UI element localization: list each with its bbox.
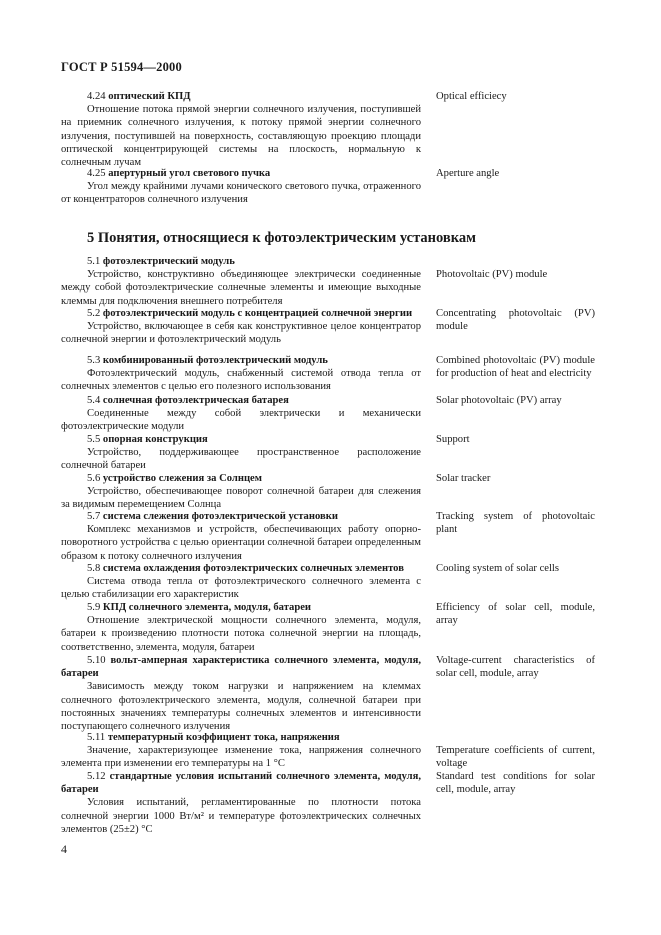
entry-term: фотоэлектрический модуль с концентрацией солнечной энергии (102, 308, 413, 319)
entry-5-10-en: Voltage-current characteristics of solar cell, module, array (436, 655, 595, 680)
entry-5-5 (61, 433, 421, 473)
entry-5-11 (61, 731, 421, 771)
entry-term: вольт-амперная характеристика солнечного элемента, модуля, батареи (61, 655, 421, 680)
entry-5-2 (61, 307, 421, 347)
entry-5-7 (61, 510, 421, 563)
entry-5-10 (61, 654, 421, 733)
entry-5-2-en: Concentrating photovoltaic (PV) module (436, 308, 595, 333)
entry-definition: Отношение потока прямой энергии солнечного излучения, поступившей на приемник солнечного излучения, к потоку прямой энергии солнечного излучения, поступившей на поверхность, составляющую проекцию площади оптической концентрирующей системы на плоскость, нормальную к солнечным лучам (61, 104, 421, 169)
entry-number: 5.6 (87, 473, 101, 484)
entry-5-3-en: Combined photovoltaic (PV) module for production of heat and electricity (436, 355, 595, 380)
entry-number: 5.9 (87, 602, 101, 613)
entry-5-9-en: Efficiency of solar cell, module, array (436, 602, 595, 627)
page-number: 4 (61, 842, 67, 856)
entry-number: 5.12 (87, 771, 106, 782)
entry-term: система охлаждения фотоэлектрических солнечных элементов (102, 563, 404, 574)
entry-definition: Фотоэлектрический модуль, снабженный системой отвода тепла от солнечных элементов с целью его полезного использования (61, 368, 421, 393)
entry-5-5-en: Support (436, 434, 470, 445)
entry-definition: Соединенные между собой электрически и механически фотоэлектрические модули (61, 408, 421, 433)
entry-5-8-en: Cooling system of solar cells (436, 563, 559, 574)
entry-4-25 (61, 167, 421, 207)
entry-number: 5.11 (87, 732, 106, 743)
entry-5-8 (61, 562, 421, 602)
entry-term: устройство слежения за Солнцем (102, 473, 262, 484)
entry-5-4-en: Solar photovoltaic (PV) array (436, 395, 562, 406)
entry-definition: Система отвода тепла от фотоэлектрического солнечного элемента с целью стабилизации его характеристик (61, 576, 421, 601)
entry-term: апертурный угол светового пучка (108, 168, 271, 179)
entry-number: 4.25 (87, 168, 106, 179)
section-title: 5 Понятия, относящиеся к фотоэлектрическим установкам (87, 230, 476, 246)
entry-5-7-en: Tracking system of photovoltaic plant (436, 511, 595, 536)
entry-term: комбинированный фотоэлектрический модуль (102, 355, 328, 366)
entry-4-25-en: Aperture angle (436, 168, 500, 179)
entry-number: 4.24 (87, 91, 106, 102)
entry-term: солнечная фотоэлектрическая батарея (102, 395, 289, 406)
entry-5-6 (61, 472, 421, 512)
entry-definition: Отношение электрической мощности солнечного элемента, модуля, батареи к произведению плотности потока солнечной энергии на площадь, соответственно, элемента, модуля, батареи (61, 615, 421, 653)
entry-5-1-en: Photovoltaic (PV) module (436, 269, 548, 280)
entry-5-1 (61, 255, 421, 308)
entry-definition: Угол между крайними лучами конического светового пучка, отраженного от концентраторов солнечного излучения (61, 181, 421, 206)
entry-5-6-en: Solar tracker (436, 473, 491, 484)
entry-term: оптический КПД (108, 91, 191, 102)
entry-5-4 (61, 394, 421, 434)
entry-term: фотоэлектрический модуль (102, 256, 235, 267)
entry-definition: Устройство, включающее в себя как конструктивное целое концентратор солнечной энергии и фотоэлектрический модуль (61, 321, 421, 346)
entry-5-3 (61, 354, 421, 394)
entry-definition: Устройство, поддерживающее пространственное расположение солнечной батареи (61, 447, 421, 472)
entry-definition: Устройство, конструктивно объединяющее электрически соединенные между собой фотоэлектрические солнечные элементы и имеющие выходные клеммы для подключения внешнего потребителя (61, 269, 421, 307)
entry-number: 5.4 (87, 395, 101, 406)
entry-term: стандартные условия испытаний солнечного элемента, модуля, батареи (61, 771, 422, 796)
entry-number: 5.8 (87, 563, 101, 574)
entry-definition: Условия испытаний, регламентированные по плотности потока солнечной энергии 1000 Вт/м² и температуре фотоэлектрических солнечных элементов (25±2) °С (61, 797, 421, 835)
entry-5-12 (61, 770, 421, 836)
entry-number: 5.7 (87, 511, 101, 522)
entry-term: КПД солнечного элемента, модуля, батареи (102, 602, 312, 613)
entry-term: опорная конструкция (102, 434, 208, 445)
entry-4-24-en: Optical efficiecy (436, 91, 507, 102)
entry-5-9 (61, 601, 421, 654)
document-header: ГОСТ Р 51594—2000 (61, 60, 182, 74)
entry-definition: Зависимость между током нагрузки и напряжением на клеммах солнечного фотоэлектрического элемента, модуля, солнечной батареи при постоянных значениях температуры солнечных элементов и интенсивности поступающего солнечного излучения (61, 681, 421, 733)
entry-number: 5.1 (87, 256, 101, 267)
entry-term: температурный коэффициент тока, напряжения (107, 732, 340, 743)
entry-5-12-en: Standard test conditions for solar cell, module, array (436, 771, 595, 796)
entry-4-24 (61, 90, 421, 169)
entry-number: 5.2 (87, 308, 101, 319)
entry-term: система слежения фотоэлектрической установки (102, 511, 338, 522)
entry-number: 5.3 (87, 355, 101, 366)
entry-definition: Комплекс механизмов и устройств, обеспечивающих работу опорно-поворотного устройства с целью ориентации солнечной батареи определенным образом к потоку солнечного излучения (61, 524, 421, 562)
entry-5-11-en: Temperature coefficients of current, voltage (436, 745, 595, 770)
entry-definition: Значение, характеризующее изменение тока, напряжения солнечного элемента при изменении его температуры на 1 °С (61, 745, 421, 770)
entry-number: 5.5 (87, 434, 101, 445)
entry-definition: Устройство, обеспечивающее поворот солнечной батареи для слежения за видимым перемещением Солнца (61, 486, 421, 511)
entry-number: 5.10 (87, 655, 106, 666)
